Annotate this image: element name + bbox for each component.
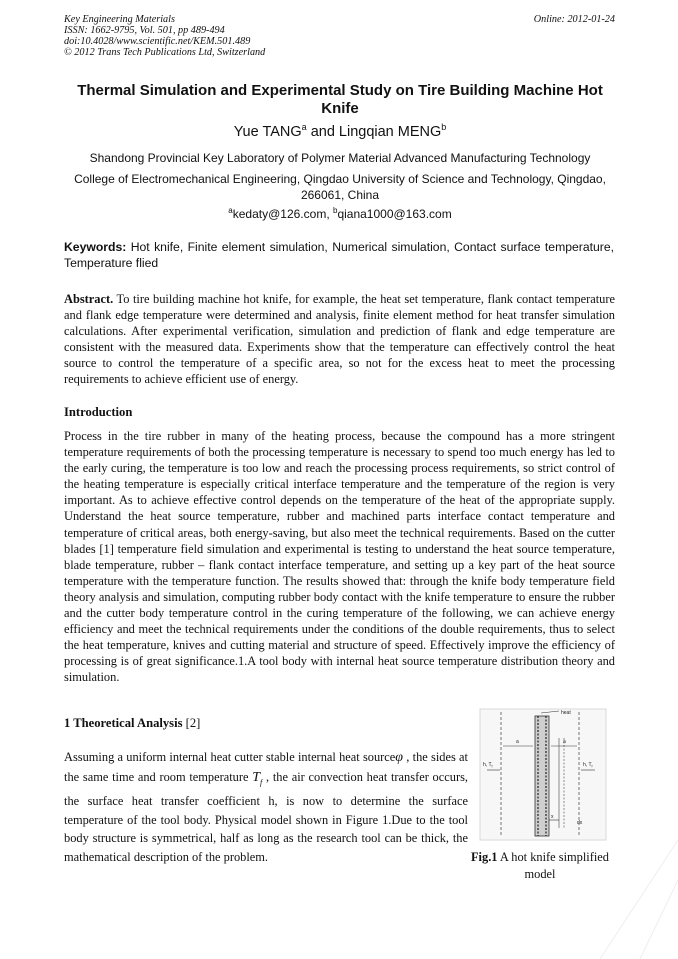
journal-header [64, 14, 265, 58]
tf-subscript: f [260, 777, 263, 787]
section-heading [64, 716, 200, 731]
affiliation-mark: b [441, 122, 447, 132]
right-convection-sub: f [591, 764, 593, 769]
journal-name: Key Engineering Materials [64, 14, 175, 25]
dimension-label: a [516, 739, 519, 745]
tf-symbol [252, 770, 262, 785]
copyright-line: © 2012 Trans Tech Publications Ltd, Switzerland [64, 47, 266, 58]
affiliation: Shandong Provincial Key Laboratory of Polymer Material Advanced Manufacturing Technology [89, 151, 591, 165]
issn-line: ISSN: 1662-9795, Vol. 501, pp 489-494 [64, 25, 225, 36]
caption-label: Fig.1 [470, 850, 498, 864]
right-convection-label [583, 762, 593, 769]
keywords-label: Keywords: [64, 240, 127, 254]
phi-symbol: φ [395, 750, 404, 765]
doi-line: doi:10.4028/www.scientific.net/KEM.501.489 [64, 36, 251, 47]
theory-text-part: Assuming a uniform internal heat cutter stable internal heat source [64, 750, 396, 764]
online-date: Online: 2012-01-24 [533, 14, 615, 25]
author-line [64, 122, 616, 140]
hot-knife-figure [479, 708, 607, 841]
dimension-label: a [563, 739, 566, 745]
caption-text: A hot knife simplified model [497, 850, 609, 881]
paper-title: Thermal Simulation and Experimental Study on Tire Building Machine Hot Knife [77, 82, 603, 117]
abstract [64, 291, 615, 387]
affiliation-mark: a [301, 122, 307, 132]
keywords [64, 240, 614, 271]
section-heading: Introduction [64, 405, 133, 419]
email-line [64, 206, 616, 221]
email-address: qiana1000@163.com [337, 207, 452, 221]
email-address: kedaty@126.com, [232, 207, 333, 221]
decorative-lines [560, 840, 678, 959]
x-label: x [551, 814, 554, 820]
heat-label: heat [561, 710, 571, 716]
knife-body [535, 716, 549, 836]
dx-label: dx [577, 820, 583, 826]
author-name: Yue TANG [233, 123, 302, 140]
theory-text [64, 748, 468, 866]
abstract-label: Abstract. [64, 292, 114, 306]
abstract-text: To tire building machine hot knife, for example, the heat set temperature, flank contact temperature and flank edge temperature were determined and analysis, finite element method for heat transfer simulation calculations. After experimental verification, simulation and prediction of flank and edge temperature are consistent with the measured data. Experiments show that the temperature can effectively control the heat source to control the temperature of a specific area, so not for the excess heat to meet the processing requirements to achieve efficient use of energy. [64, 292, 615, 386]
introduction-text: Process in the tire rubber in many of the heating process, because the compound has a more stringent temperature requirements of both the processing temperature is necessary to spend too much energy has led to the early curing, the temperature is too low and reach the processing process requirements, so strict control of the heating temperature is especially critical interface temperature and the temperature of the region is very important. As to achieve effective control depends on the temperature of the heat of the appropriate supply. Understand the heat source temperature, rubber and machined parts interface contact temperature and temperature of critical areas, both energy-saving, but also meet the technical requirements. Based on the cutter blades [1] temperature field simulation and experimental is testing to understand the heat source temperature, blade temperature, rubber – flank contact interface temperature, and setting up a key part of the heat source temperature with the temperature function. The results showed that: through the knife body temperature field theory analysis and simulation, computing rubber body contact with the knife temperature to ensure the rubber and the cutter body temperature control in the curing temperature of the following, we can achieve energy efficiency and meet the technical requirements under the conditions of the double requirements, thus to select the heat temperature, knives and cutting material and structure of speed. Effectively improve the efficiency of processing is of great significance.1.A tool body with internal heat source temperature distribution theory and simulation. [64, 429, 615, 685]
left-convection-sub: f [491, 764, 493, 769]
right-convection-text: h, T [583, 762, 592, 768]
theory-text-part: , the sides at the same time and room temperature [64, 750, 468, 784]
theory-text-part: , the air convection heat transfer occurs, the surface heat transfer coefficient h, is now to determine the surface temperature of the tool body. Physical model shown in Figure 1.Due to the tool body structure is symmetrical, half as long as the research tool can be thick, the mathematical description of the problem. [64, 769, 468, 864]
email-mark: b [332, 206, 338, 215]
author-name: Lingqian MENG [338, 123, 442, 140]
email-mark: a [228, 206, 233, 215]
left-convection-text: h, T [483, 762, 492, 768]
tf-letter: T [252, 769, 261, 785]
author-connector: and [306, 123, 339, 140]
left-convection-label [483, 762, 493, 769]
keywords-text: Hot knife, Finite element simulation, Numerical simulation, Contact surface temperature, Temperature flied [64, 240, 614, 270]
section-heading-text: 1 Theoretical Analysis [64, 716, 183, 730]
citation-ref: [2] [182, 716, 201, 730]
affiliation: College of Electromechanical Engineering, Qingdao University of Science and Technology, Qingdao, 266061, China [74, 172, 606, 202]
